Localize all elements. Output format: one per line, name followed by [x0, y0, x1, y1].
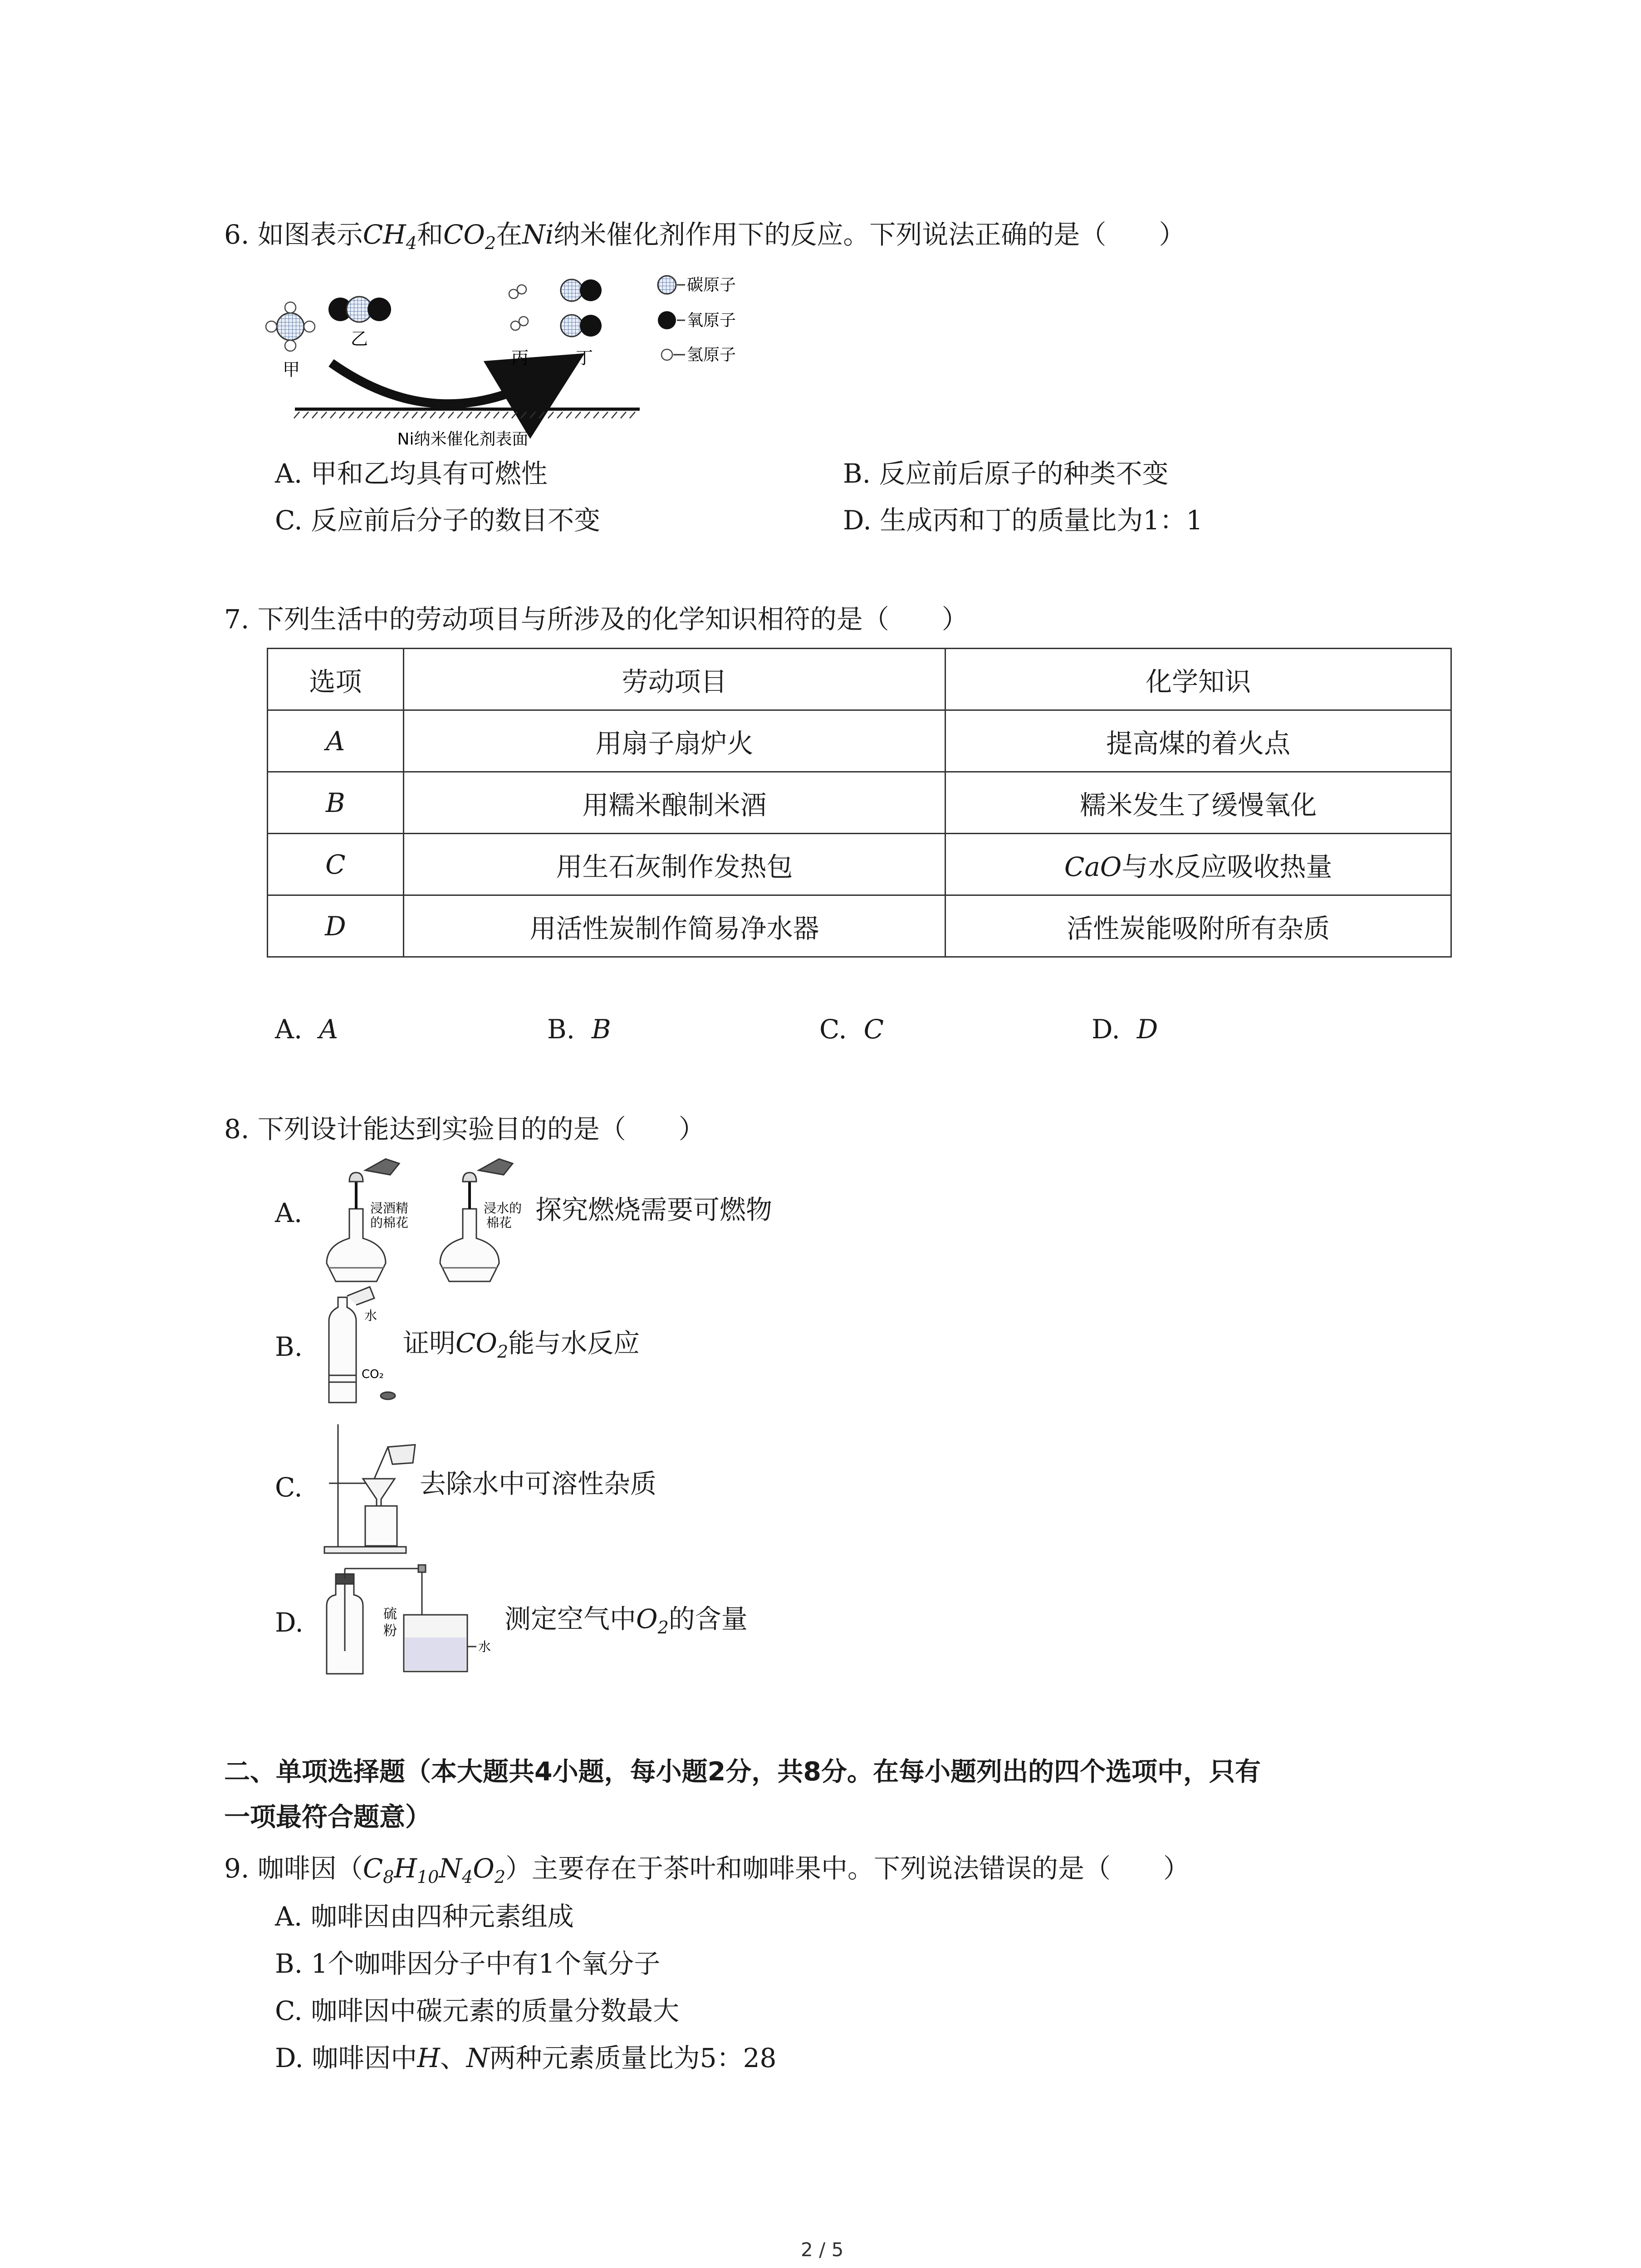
molecule-ding-co: [561, 279, 602, 337]
q6-reaction-figure: [263, 268, 785, 454]
surface-label: Ni纳米催化剂表面: [397, 430, 529, 449]
table-header-row: [268, 649, 1451, 710]
q7-option-a[interactable]: A. A: [275, 1014, 338, 1045]
table-row: [268, 895, 1451, 957]
q6-option-a[interactable]: A. 甲和乙均具有可燃性: [275, 458, 548, 489]
table-cell-option: B: [268, 772, 404, 834]
q7-option-c[interactable]: C. C: [819, 1014, 884, 1045]
a-label-3: 浸水的: [484, 1201, 522, 1216]
b-label-water: 水: [364, 1308, 377, 1323]
legend-hydrogen: 氢原子: [687, 346, 736, 364]
table-row: [268, 834, 1451, 895]
q8-option-b-key[interactable]: B.: [275, 1331, 303, 1362]
q8-c-filtration-figure: [320, 1420, 420, 1556]
table-cell-option: C: [268, 834, 404, 895]
formula-caffeine: $C_8H_{10}N_4O_2$: [362, 1853, 505, 1887]
table-cell-knowledge: CaO与水反应吸收热量: [945, 834, 1451, 895]
q8-option-c-text[interactable]: 去除水中可溶性杂质: [420, 1468, 657, 1499]
q8-b-figure: [320, 1285, 402, 1407]
table-cell-option: A: [268, 710, 404, 772]
q9-option-b[interactable]: B. 1个咖啡因分子中有1个氧分子: [275, 1948, 661, 1979]
label-ding: 丁: [575, 348, 593, 368]
table-cell-knowledge: 活性炭能吸附所有杂质: [945, 895, 1451, 957]
formula-ch4: $CH_4$: [362, 219, 417, 253]
q9-option-c[interactable]: C. 咖啡因中碳元素的质量分数最大: [275, 1995, 680, 2026]
molecule-bing-h2: [509, 285, 528, 330]
q9-option-d[interactable]: D. 咖啡因中H、N两种元素质量比为5：28: [275, 2043, 777, 2073]
q6-option-d[interactable]: D. 生成丙和丁的质量比为1：1: [843, 505, 1203, 536]
q8-a-figure: [322, 1154, 531, 1286]
formula-co2: $CO_2$: [443, 219, 496, 253]
q8-option-a-key[interactable]: A.: [275, 1198, 303, 1228]
q6-option-b[interactable]: B. 反应前后原子的种类不变: [843, 458, 1169, 489]
table-header-cell: 化学知识: [945, 649, 1451, 710]
q8-stem: 8. 下列设计能达到实验目的的是（ ）: [224, 1114, 705, 1144]
a-label-1: 浸酒精: [370, 1201, 409, 1216]
formula-o2: $O_2$: [636, 1603, 669, 1637]
q6-stem-prefix: 6. 如图表示: [224, 219, 363, 250]
reaction-arrow: [331, 363, 554, 404]
q9-stem: 9. 咖啡因$(C_8H_{10}N_4O_2)$主要存在于茶叶和咖啡果中。下列说法错误的是（ ）: [224, 1853, 1190, 1887]
q7-option-b[interactable]: B. B: [547, 1014, 611, 1045]
d-label-sulfur-2: 粉: [383, 1623, 397, 1639]
a-label-4: 棉花: [486, 1215, 512, 1230]
label-bing: 丙: [511, 348, 529, 368]
q9-option-a[interactable]: A. 咖啡因由四种元素组成: [275, 1901, 574, 1932]
section2-heading-line2: 一项最符合题意）: [224, 1802, 431, 1832]
legend-oxygen: 氧原子: [687, 311, 736, 330]
q8-option-d-text[interactable]: 测定空气中$O_2$的含量: [505, 1603, 748, 1637]
table-cell-labor: 用扇子扇炉火: [403, 710, 945, 772]
molecule-jia-ch4: [266, 302, 315, 351]
legend: [658, 276, 736, 364]
label-jia: 甲: [282, 360, 300, 380]
a-label-2: 的棉花: [370, 1215, 409, 1230]
q7-stem: 7. 下列生活中的劳动项目与所涉及的化学知识相符的是（ ）: [224, 604, 968, 635]
q8-option-d-key[interactable]: D.: [275, 1607, 304, 1638]
d-label-sulfur-1: 硫: [383, 1606, 397, 1622]
q8-d-apparatus-figure: [318, 1560, 504, 1683]
q7-table: [267, 648, 1452, 958]
formula-co2-b: $CO_2$: [456, 1328, 509, 1362]
formula-cao: CaO: [1064, 851, 1122, 882]
q8-option-b-text[interactable]: 证明$CO_2$能与水反应: [403, 1328, 640, 1362]
page-number: 2 / 5: [801, 2239, 844, 2261]
d-label-water: 水: [478, 1639, 491, 1654]
table-cell-labor: 用活性炭制作简易净水器: [403, 895, 945, 957]
table-cell-option: D: [268, 895, 404, 957]
legend-carbon: 碳原子: [687, 276, 736, 294]
section2-heading-line1: 二、单项选择题（本大题共4小题，每小题2分，共8分。在每小题列出的四个选项中，只有: [224, 1757, 1261, 1787]
q8-option-a-text[interactable]: 探究燃烧需要可燃物: [535, 1194, 773, 1225]
table-cell-labor: 用生石灰制作发热包: [403, 834, 945, 895]
table-cell-knowledge: 提高煤的着火点: [945, 710, 1451, 772]
b-label-co2: CO₂: [362, 1368, 384, 1381]
surface-hatching: [294, 412, 635, 418]
q6-option-c[interactable]: C. 反应前后分子的数目不变: [275, 505, 601, 536]
table-cell-labor: 用糯米酿制米酒: [403, 772, 945, 834]
formula-ni: Ni: [522, 219, 554, 250]
table-header-cell: 劳动项目: [403, 649, 945, 710]
table-row: [268, 772, 1451, 834]
q6-stem: 6. 如图表示$CH_4$和$CO_2$在Ni纳米催化剂作用下的反应。下列说法正确的是（ ）: [224, 219, 1185, 253]
table-cell-knowledge: 糯米发生了缓慢氧化: [945, 772, 1451, 834]
q7-option-d[interactable]: D. D: [1092, 1014, 1158, 1045]
table-header-cell: 选项: [268, 649, 404, 710]
q8-option-c-key[interactable]: C.: [275, 1472, 303, 1503]
label-yi: 乙: [350, 329, 368, 349]
plastic-bottle: [329, 1287, 395, 1403]
molecule-yi-co2: [328, 297, 391, 322]
table-row: [268, 710, 1451, 772]
